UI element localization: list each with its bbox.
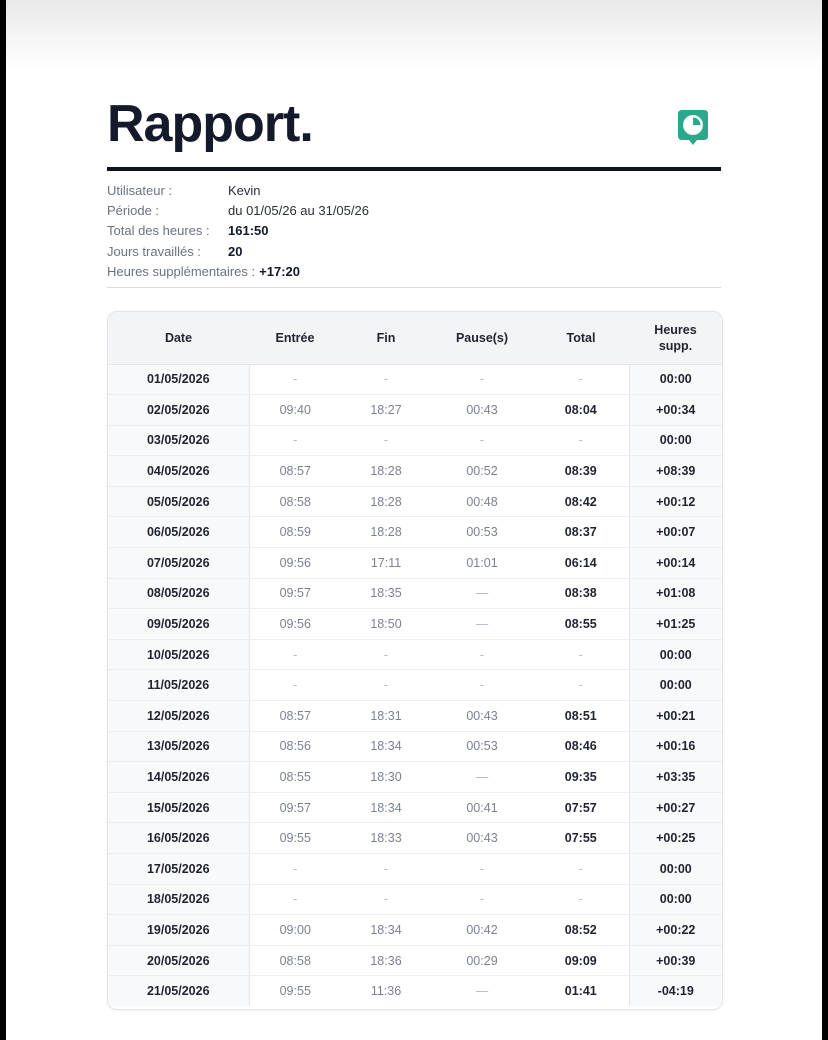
col-header-pauses: Pause(s) [431, 312, 533, 364]
total-cell: 09:09 [533, 945, 629, 976]
total-hours-value: 161:50 [228, 223, 269, 239]
date-cell: 04/05/2026 [108, 456, 249, 487]
table-row [108, 486, 722, 517]
total-cell: 08:46 [533, 731, 629, 762]
fin-cell: 18:34 [341, 915, 431, 946]
date-cell: 21/05/2026 [108, 976, 249, 1007]
table-row [108, 915, 722, 946]
fin-cell: - [341, 854, 431, 885]
summary-period [107, 200, 721, 220]
heures-supp-cell: +01:25 [629, 609, 722, 640]
fin-cell: 18:34 [341, 792, 431, 823]
user-label: Utilisateur : [107, 182, 173, 198]
table-row [108, 517, 722, 548]
date-cell: 05/05/2026 [108, 486, 249, 517]
heures-supp-cell: +01:08 [629, 578, 722, 609]
entree-cell: - [249, 425, 341, 456]
table-row [108, 456, 722, 487]
pause-cell: - [431, 364, 533, 395]
col-header-total: Total [533, 312, 629, 364]
fin-cell: 17:11 [341, 548, 431, 579]
date-cell: 17/05/2026 [108, 854, 249, 885]
total-cell: - [533, 425, 629, 456]
heures-supp-cell: 00:00 [629, 425, 722, 456]
entree-cell: 08:58 [249, 945, 341, 976]
fin-cell: 18:28 [341, 456, 431, 487]
total-cell: 08:38 [533, 578, 629, 609]
pause-cell: — [431, 578, 533, 609]
pause-cell: 00:53 [431, 517, 533, 548]
total-hours-label: Total des heures : [107, 223, 210, 239]
fin-cell: - [341, 364, 431, 395]
date-cell: 06/05/2026 [108, 517, 249, 548]
summary-divider [107, 287, 721, 288]
table-header-row [108, 312, 722, 364]
table-row [108, 792, 722, 823]
table-row [108, 854, 722, 885]
date-cell: 08/05/2026 [108, 578, 249, 609]
pause-cell: — [431, 762, 533, 793]
user-value: Kevin [228, 182, 261, 198]
total-cell: 08:55 [533, 609, 629, 640]
fin-cell: 18:27 [341, 395, 431, 426]
table-body [108, 364, 722, 1006]
table-row [108, 884, 722, 915]
date-cell: 11/05/2026 [108, 670, 249, 701]
table-row [108, 976, 722, 1007]
date-cell: 03/05/2026 [108, 425, 249, 456]
pause-cell: - [431, 670, 533, 701]
table-row [108, 639, 722, 670]
heures-supp-cell: +00:14 [629, 548, 722, 579]
heures-supp-cell: +00:07 [629, 517, 722, 548]
entree-cell: 08:55 [249, 762, 341, 793]
heures-supp-cell: +00:25 [629, 823, 722, 854]
pause-cell: 00:29 [431, 945, 533, 976]
date-cell: 15/05/2026 [108, 792, 249, 823]
report-page [6, 0, 822, 1040]
title-divider [107, 167, 721, 171]
heures-supp-cell: +00:34 [629, 395, 722, 426]
heures-supp-cell: +00:27 [629, 792, 722, 823]
entree-cell: 09:55 [249, 823, 341, 854]
period-label: Période : [107, 203, 160, 219]
table-row [108, 425, 722, 456]
pause-cell: - [431, 639, 533, 670]
table-row [108, 823, 722, 854]
heures-supp-cell: +00:22 [629, 915, 722, 946]
entree-cell: 09:57 [249, 792, 341, 823]
table-row [108, 701, 722, 732]
entree-cell: 09:40 [249, 395, 341, 426]
pause-cell: 01:01 [431, 548, 533, 579]
date-cell: 07/05/2026 [108, 548, 249, 579]
heures-supp-cell: +00:39 [629, 945, 722, 976]
fin-cell: 18:33 [341, 823, 431, 854]
total-cell: - [533, 364, 629, 395]
pause-cell: 00:43 [431, 823, 533, 854]
heures-supp-cell: +08:39 [629, 456, 722, 487]
entree-cell: 09:00 [249, 915, 341, 946]
entree-cell: 09:56 [249, 548, 341, 579]
entree-cell: 09:57 [249, 578, 341, 609]
table-row [108, 548, 722, 579]
fin-cell: 11:36 [370, 984, 402, 999]
fin-cell: 18:34 [341, 731, 431, 762]
pause-cell: 00:53 [431, 731, 533, 762]
heures-supp-cell: 00:00 [629, 364, 722, 395]
heures-supp-cell: 00:00 [629, 854, 722, 885]
date-cell: 14/05/2026 [108, 762, 249, 793]
timesheet-table [107, 311, 723, 1010]
period-value: du 01/05/26 au 31/05/26 [228, 203, 369, 219]
pause-cell: - [431, 884, 533, 915]
total-cell: 08:39 [533, 456, 629, 487]
summary-user [107, 180, 721, 200]
heures-supp-cell: +00:12 [629, 486, 722, 517]
report-summary [107, 180, 721, 282]
total-cell: 09:35 [533, 762, 629, 793]
entree-cell: 09:56 [249, 609, 341, 640]
page-title: Rapport. [107, 95, 313, 153]
pause-cell: - [431, 854, 533, 885]
date-cell: 19/05/2026 [108, 915, 249, 946]
heures-supp-cell: 00:00 [629, 639, 722, 670]
fin-cell: 18:36 [341, 945, 431, 976]
heures-supp-cell: +00:21 [629, 701, 722, 732]
total-cell: 01:41 [564, 984, 597, 999]
heures-supp-cell: 00:00 [629, 884, 722, 915]
heures-supp-cell: 00:00 [629, 670, 722, 701]
entree-cell: - [249, 670, 341, 701]
pause-cell: 00:43 [431, 701, 533, 732]
pause-cell: — [431, 609, 533, 640]
fin-cell: 18:30 [341, 762, 431, 793]
table-row [108, 731, 722, 762]
entree-cell: 08:57 [249, 456, 341, 487]
date-cell: 01/05/2026 [108, 364, 249, 395]
entree-cell: - [249, 364, 341, 395]
table-row [108, 395, 722, 426]
total-cell: 07:57 [533, 792, 629, 823]
days-worked-value: 20 [228, 243, 243, 259]
fin-cell: - [341, 639, 431, 670]
total-cell: 08:04 [533, 395, 629, 426]
date-cell: 16/05/2026 [108, 823, 249, 854]
entree-cell: 09:55 [279, 984, 311, 999]
heures-supp-cell: +00:16 [629, 731, 722, 762]
pause-cell: - [431, 425, 533, 456]
fin-cell: - [341, 884, 431, 915]
summary-overtime [107, 262, 721, 282]
date-cell: 18/05/2026 [108, 884, 249, 915]
fin-cell: 18:31 [341, 701, 431, 732]
pause-cell: 00:43 [431, 395, 533, 426]
table-row [108, 945, 722, 976]
pause-cell: 00:41 [431, 792, 533, 823]
pause-cell: 00:48 [431, 486, 533, 517]
entree-cell: - [249, 639, 341, 670]
date-cell: 09/05/2026 [108, 609, 249, 640]
total-cell: - [533, 639, 629, 670]
date-cell: 10/05/2026 [108, 639, 249, 670]
summary-total-hours [107, 221, 721, 241]
table-row [108, 578, 722, 609]
col-header-date: Date [108, 312, 249, 364]
entree-cell: 08:56 [249, 731, 341, 762]
date-cell: 13/05/2026 [108, 731, 249, 762]
table-row [108, 762, 722, 793]
summary-days-worked [107, 241, 721, 261]
table-row [108, 670, 722, 701]
fin-cell: - [341, 425, 431, 456]
days-worked-label: Jours travaillés : [107, 243, 201, 259]
total-cell: 06:14 [533, 548, 629, 579]
entree-cell: 08:57 [249, 701, 341, 732]
entree-cell: 08:58 [249, 486, 341, 517]
heures-supp-cell: -04:19 [629, 976, 722, 1007]
entree-cell: 08:59 [249, 517, 341, 548]
col-header-entree: Entrée [249, 312, 341, 364]
col-header-heures-supp: Heures supp. [629, 312, 722, 364]
fin-cell: 18:50 [341, 609, 431, 640]
table-row [108, 609, 722, 640]
pause-cell: — [475, 984, 489, 999]
col-header-fin: Fin [341, 312, 431, 364]
fin-cell: 18:28 [341, 517, 431, 548]
total-cell: - [533, 854, 629, 885]
overtime-label: Heures supplémentaires : [107, 264, 256, 280]
heures-supp-cell: +03:35 [629, 762, 722, 793]
pause-cell: 00:42 [431, 915, 533, 946]
table-row [108, 364, 722, 395]
fin-cell: - [341, 670, 431, 701]
date-cell: 12/05/2026 [108, 701, 249, 732]
date-cell: 02/05/2026 [108, 395, 249, 426]
overtime-value: +17:20 [259, 264, 300, 280]
entree-cell: - [249, 884, 341, 915]
date-cell: 20/05/2026 [108, 945, 249, 976]
fin-cell: 18:35 [341, 578, 431, 609]
total-cell: - [533, 884, 629, 915]
total-cell: 08:52 [533, 915, 629, 946]
total-cell: 08:51 [533, 701, 629, 732]
total-cell: 08:42 [533, 486, 629, 517]
fin-cell: 18:28 [341, 486, 431, 517]
total-cell: - [533, 670, 629, 701]
clock-app-icon [676, 108, 710, 146]
total-cell: 08:37 [533, 517, 629, 548]
total-cell: 07:55 [533, 823, 629, 854]
entree-cell: - [249, 854, 341, 885]
pause-cell: 00:52 [431, 456, 533, 487]
